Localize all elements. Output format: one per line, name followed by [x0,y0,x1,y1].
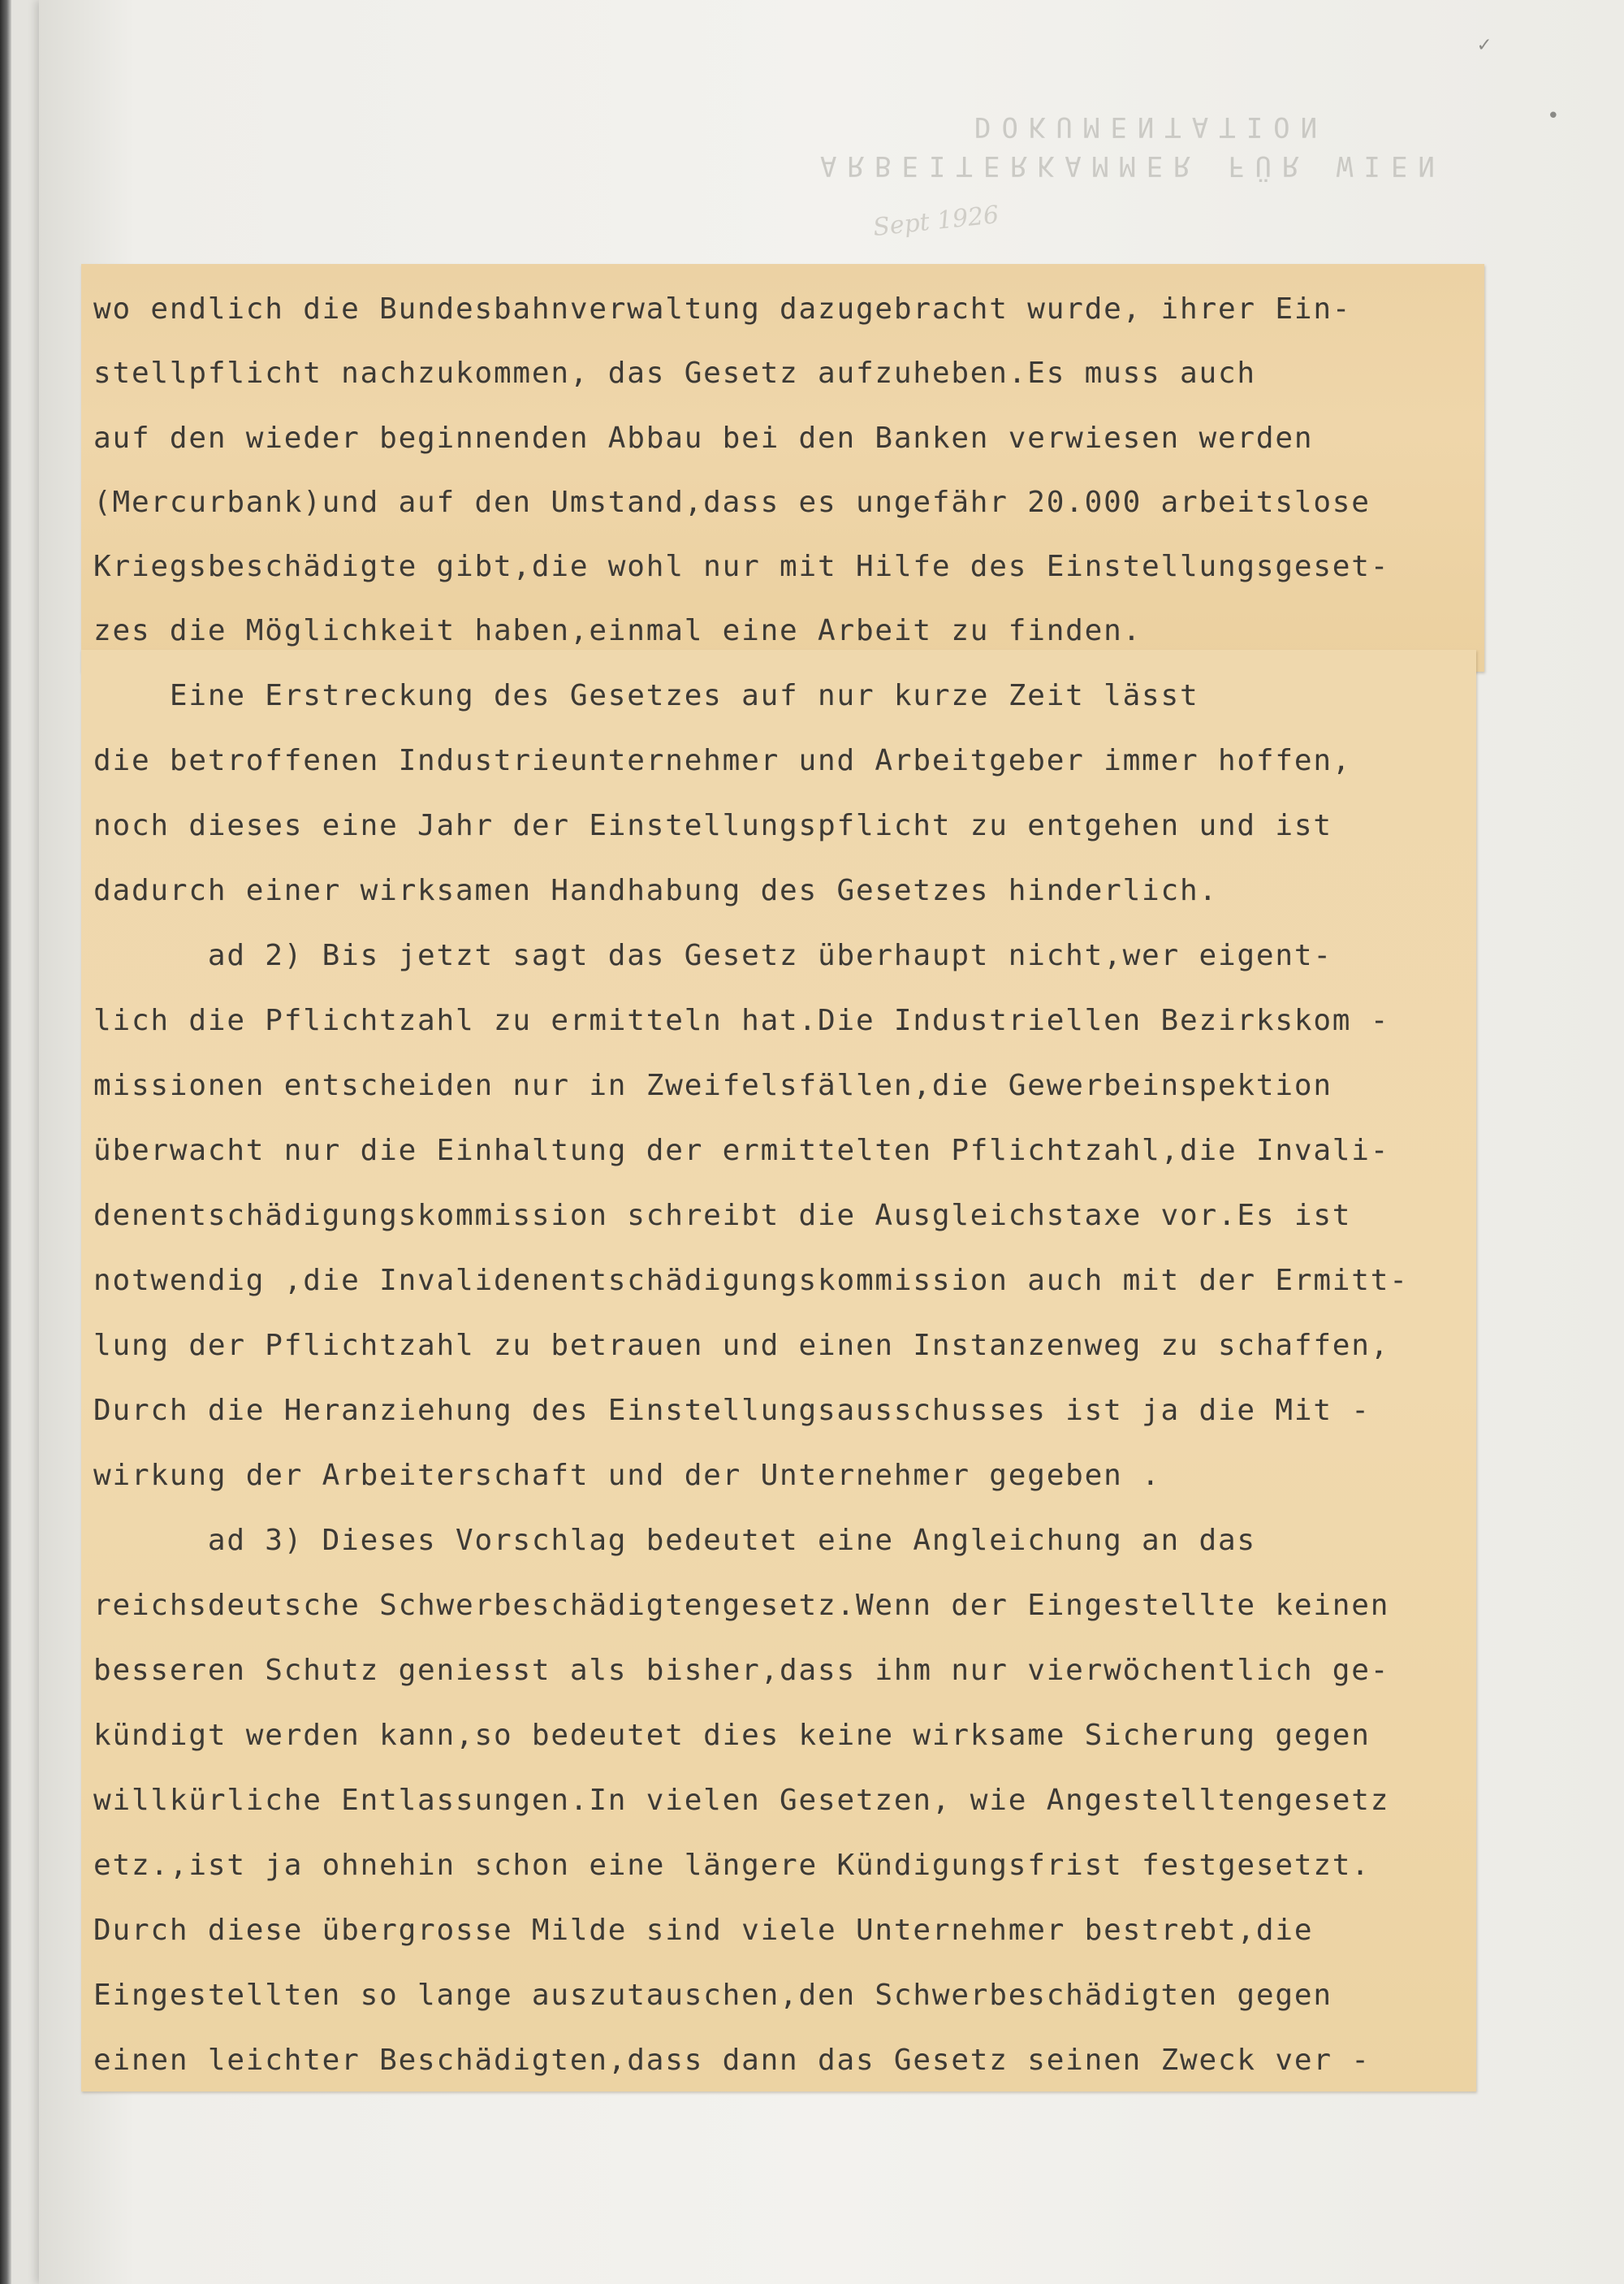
archive-stamp [820,88,1567,185]
stamp-line-1: ARBEITERKAMMER FÜR WIEN [820,149,1445,182]
typed-line: zes die Möglichkeit haben,einmal eine Arbeit zu finden. [93,614,1142,647]
stamp-line-2: DOKUMENTATION [974,110,1328,143]
typed-line: lung der Pflichtzahl zu betrauen und einen Instanzenweg zu schaffen, [93,1329,1390,1362]
typed-line: reichsdeutsche Schwerbeschädigtengesetz.Wenn der Eingestellte keinen [93,1589,1390,1622]
scan-edge [0,0,11,2284]
typed-line: etz.,ist ja ohnehin schon eine längere Kündigungsfrist festgesetzt. [93,1849,1371,1882]
typed-line: kündigt werden kann,so bedeutet dies keine wirksame Sicherung gegen [93,1719,1371,1752]
typed-line: noch dieses eine Jahr der Einstellungspflicht zu entgehen und ist [93,809,1332,842]
typed-line: Durch diese übergrosse Milde sind viele Unternehmer bestrebt,die [93,1914,1314,1947]
typed-line: einen leichter Beschädigten,dass dann das Gesetz seinen Zweck ver - [93,2044,1371,2077]
check-mark-icon: ✓ [1478,32,1491,57]
pasted-text-strip-1 [81,264,1484,672]
pasted-text-strip-2 [81,650,1476,2092]
typed-line: Eingestellten so lange auszutauschen,den Schwerbeschädigten gegen [93,1979,1332,2012]
typed-line: lich die Pflichtzahl zu ermitteln hat.Die Industriellen Bezirkskom - [93,1004,1390,1037]
typed-line: ad 2) Bis jetzt sagt das Gesetz überhaupt nicht,wer eigent- [93,939,1332,972]
typed-line: auf den wieder beginnenden Abbau bei den Banken verwiesen werden [93,422,1314,455]
typed-line: die betroffenen Industrieunternehmer und Arbeitgeber immer hoffen, [93,744,1352,777]
typed-line: willkürliche Entlassungen.In vielen Gesetzen, wie Angestelltengesetz [93,1784,1390,1817]
typed-line: überwacht nur die Einhaltung der ermittelten Pflichtzahl,die Invali- [93,1134,1390,1167]
typed-line: (Mercurbank)und auf den Umstand,dass es ungefähr 20.000 arbeitslose [93,486,1371,519]
typed-line: notwendig ,die Invalidenentschädigungskommission auch mit der Ermitt- [93,1264,1409,1297]
handwritten-note: Sept 1926 [871,200,1000,243]
typed-line: Eine Erstreckung des Gesetzes auf nur kurze Zeit lässt [93,679,1199,712]
typed-line: denentschädigungskommission schreibt die Ausgleichstaxe vor.Es ist [93,1199,1352,1232]
typed-line: wirkung der Arbeiterschaft und der Unternehmer gegeben . [93,1459,1161,1492]
typed-line: stellpflicht nachzukommen, das Gesetz aufzuheben.Es muss auch [93,357,1256,390]
typed-line: ad 3) Dieses Vorschlag bedeutet eine Angleichung an das [93,1524,1256,1557]
dot-mark-icon: • [1547,104,1560,128]
typed-line: dadurch einer wirksamen Handhabung des Gesetzes hinderlich. [93,874,1218,907]
typed-line: Kriegsbeschädigte gibt,die wohl nur mit Hilfe des Einstellungsgeset- [93,550,1390,583]
typed-line: Durch die Heranziehung des Einstellungsausschusses ist ja die Mit - [93,1394,1371,1427]
typed-line: missionen entscheiden nur in Zweifelsfällen,die Gewerbeinspektion [93,1069,1332,1102]
typed-line: besseren Schutz geniesst als bisher,dass ihm nur vierwöchentlich ge- [93,1654,1390,1687]
typed-line: wo endlich die Bundesbahnverwaltung dazugebracht wurde, ihrer Ein- [93,292,1352,326]
